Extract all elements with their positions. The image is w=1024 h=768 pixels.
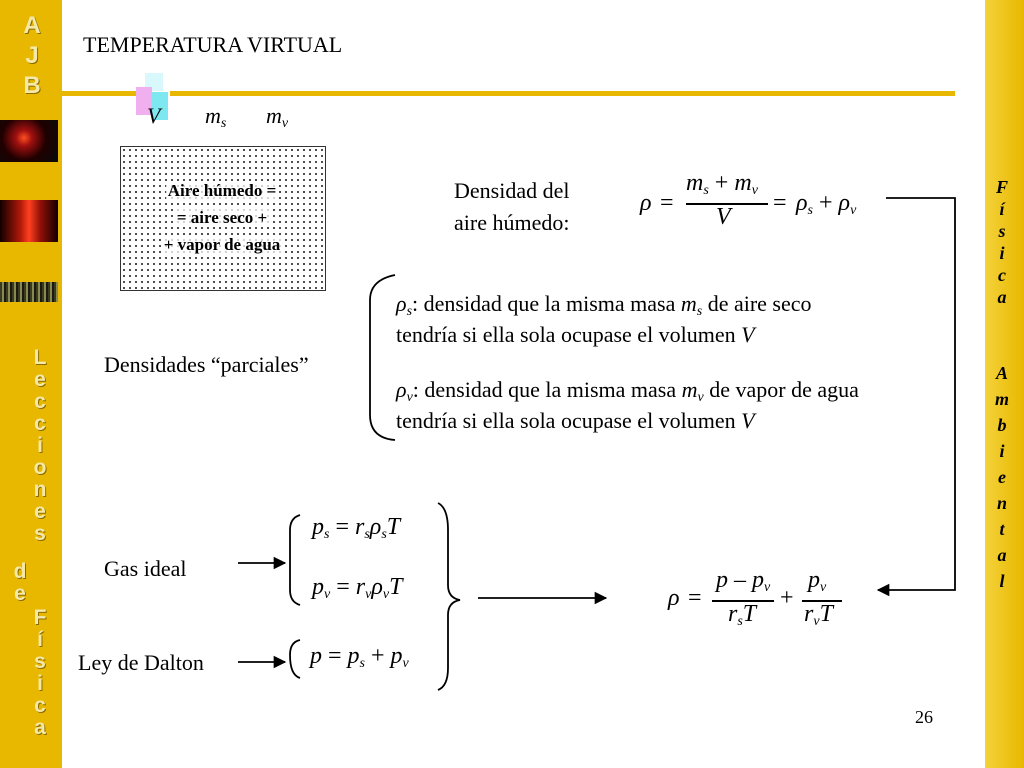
arrow-density-to-final (878, 198, 955, 590)
definitions-bracket (370, 275, 395, 440)
box-line-1: Aire húmedo = (167, 181, 277, 200)
box-line-3: + vapor de agua (163, 235, 281, 254)
var-v: V (147, 103, 161, 128)
page-number: 26 (915, 707, 933, 727)
densidad-label-2: aire húmedo: (454, 210, 570, 235)
def-rho-s-line1: $\rho_s$: densidad que la misma masa $m_s$ de aire seco (396, 291, 812, 319)
densidad-label-1: Densidad del (454, 178, 570, 203)
eq-dalton: $p = p_s + p_v$ (310, 643, 409, 671)
def-rho-s-line2: tendría si ella sola ocupase el volumen V (396, 322, 755, 347)
box-line-2: = aire seco + (176, 208, 268, 227)
density-equation: ρ = $m_s + m_v$ V = $\rho_s + \rho_v$ (640, 170, 857, 230)
combine-brace (438, 503, 460, 690)
dalton-bracket (290, 640, 300, 678)
final-equation: ρ = p – $p_v$ $r_sT$ + $p_v$ $r_vT$ (668, 565, 858, 635)
gas-ideal-label: Gas ideal (104, 556, 187, 581)
slide-title: TEMPERATURA VIRTUAL (83, 32, 343, 57)
logo-letter-a: A (23, 12, 41, 39)
gas-bracket (290, 515, 300, 605)
def-rho-v-line2: tendría si ella sola ocupase el volumen V (396, 408, 755, 433)
logo-letter-b: B (23, 72, 41, 99)
eq-ps: $p_s = r_s\rho_sT$ (312, 514, 401, 542)
var-mv: $m_v$ (266, 103, 289, 131)
var-ms: $m_s$ (205, 103, 227, 131)
logo-letter-j: J (25, 42, 39, 69)
def-rho-v-line1: $\rho_v$: densidad que la misma masa $m_v$ de vapor de agua (396, 377, 859, 405)
eq-pv: $p_v = r_v\rho_vT$ (312, 574, 403, 602)
parciales-label: Densidades “parciales” (104, 352, 309, 377)
ley-dalton-label: Ley de Dalton (78, 650, 204, 675)
